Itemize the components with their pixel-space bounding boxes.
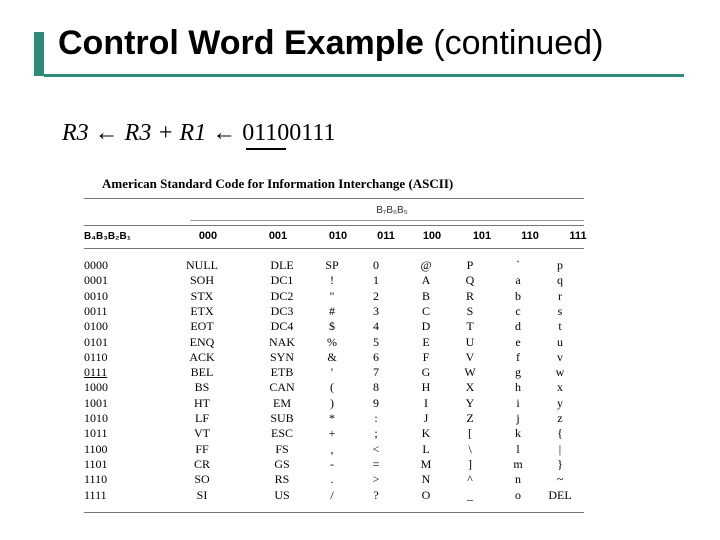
ascii-cell: 8 (373, 380, 379, 395)
ascii-cell: p (557, 258, 563, 272)
ascii-cell: k (515, 426, 521, 441)
row-bits-label: 1010 (84, 411, 108, 425)
column-header: 111 (569, 230, 587, 242)
slide-title (58, 24, 603, 63)
ascii-cell: CR (193, 456, 210, 471)
ascii-cell: o (515, 487, 521, 502)
table-rule-body (84, 248, 584, 249)
ascii-cell: \ (468, 441, 472, 456)
column-header: 100 (422, 230, 442, 242)
column-header: 010 (328, 230, 348, 242)
ascii-cell: E (422, 334, 430, 349)
ascii-cell: BS (194, 380, 210, 395)
ascii-cell: 6 (373, 349, 379, 364)
ascii-cell: ETX (190, 303, 214, 318)
ascii-cell: 1 (373, 273, 379, 288)
ascii-cell: SP (325, 258, 339, 272)
ascii-cell: LF (194, 411, 209, 425)
column-group-label: B₇B₆B₅ (376, 205, 408, 216)
row-bits-label: 0110 (84, 349, 108, 364)
table-rule-top (84, 198, 584, 199)
ascii-cell: ( (330, 380, 334, 395)
ascii-cell: A (421, 273, 431, 288)
ascii-cell: FS (275, 441, 289, 456)
ascii-cell: EM (273, 395, 291, 410)
ascii-cell: f (516, 349, 520, 364)
table-rule-bottom (84, 512, 584, 513)
ascii-cell: FF (195, 441, 209, 456)
column-header: 000 (198, 230, 218, 242)
ascii-cell: J (423, 411, 429, 425)
ascii-cell: ; (374, 426, 378, 441)
ascii-cell: SYN (269, 349, 294, 364)
column-header: 110 (521, 230, 539, 242)
ascii-cell: RS (274, 472, 290, 487)
row-bits-label: 1110 (84, 472, 108, 487)
ascii-cell: BEL (190, 365, 214, 380)
row-bits-label: 0100 (84, 319, 108, 334)
ascii-cell: Y (465, 395, 475, 410)
ascii-cell: P (466, 258, 474, 272)
title-main: Control Word Example (58, 24, 424, 62)
ascii-cell: v (557, 349, 563, 364)
ascii-cell: SI (196, 487, 208, 502)
ascii-cell: [ (468, 426, 472, 441)
ascii-cell: j (516, 411, 520, 425)
ascii-cell: ACK (189, 349, 215, 364)
ascii-cell: < (372, 441, 380, 456)
ascii-cell: / (330, 487, 334, 502)
ascii-cell: g (515, 365, 521, 380)
ascii-cell: ESC (270, 426, 293, 441)
ascii-cell: c (515, 303, 521, 318)
ascii-cell: y (557, 395, 563, 410)
ascii-cell: u (557, 334, 563, 349)
ascii-cell: I (424, 395, 428, 410)
ascii-cell: V (465, 349, 475, 364)
ascii-cell: HT (194, 395, 210, 410)
ascii-cell: h (515, 380, 521, 395)
row-bits-label: 0010 (84, 288, 108, 303)
row-bits-label: 0011 (84, 303, 108, 318)
ascii-cell: ETB (270, 365, 294, 380)
equation-lhs: R3 (62, 120, 89, 146)
equation-arrow-1: ← (94, 120, 119, 146)
ascii-cell: 4 (373, 319, 379, 334)
ascii-cell: US (274, 487, 290, 502)
ascii-cell: N (421, 472, 431, 487)
equation-mid: R3 + R1 (124, 120, 207, 146)
ascii-cell: NAK (269, 334, 295, 349)
ascii-cell: } (557, 456, 563, 471)
ascii-cell: q (557, 273, 563, 288)
ascii-cell: ] (468, 456, 472, 471)
ascii-cell: T (466, 319, 474, 334)
row-bits-label: 1011 (84, 426, 108, 441)
row-header-label: B₄B₃B₂B₁ (84, 231, 131, 242)
row-bits-label: 1000 (84, 380, 108, 395)
ascii-cell: a (515, 273, 521, 288)
ascii-cell: U (465, 334, 475, 349)
ascii-cell: + (328, 426, 336, 441)
ascii-table-title: American Standard Code for Information Interchange (ASCII) (102, 176, 454, 191)
ascii-cell: VT (194, 426, 210, 441)
ascii-cell: - (330, 456, 334, 471)
ascii-cell: S (466, 303, 474, 318)
ascii-cell: d (515, 319, 521, 334)
ascii-cell: $ (329, 319, 335, 334)
ascii-cell: CAN (269, 380, 295, 395)
ascii-cell: 0 (373, 258, 379, 272)
ascii-cell: > (372, 472, 380, 487)
row-bits-label: 0111 (84, 365, 108, 380)
ascii-cell: " (329, 288, 335, 303)
ascii-cell: X (465, 380, 475, 395)
ascii-cell: ~ (556, 472, 564, 487)
ascii-cell: & (327, 349, 337, 364)
ascii-cell: b (515, 288, 521, 303)
ascii-cell: DC4 (270, 319, 294, 334)
ascii-cell: 3 (373, 303, 379, 318)
ascii-cell: # (329, 303, 335, 318)
ascii-cell: @ (420, 258, 432, 272)
ascii-cell: Q (465, 273, 475, 288)
equation-rhs: 01100111 (242, 120, 336, 146)
ascii-cell: EOT (190, 319, 214, 334)
ascii-cell: = (372, 456, 380, 471)
equation-bit-underline (246, 148, 286, 150)
column-header: 001 (268, 230, 288, 242)
ascii-cell: | (558, 441, 562, 456)
ascii-cell: M (420, 456, 432, 471)
ascii-cell: : (374, 411, 378, 425)
title-sub: (continued) (433, 24, 604, 62)
ascii-cell: z (557, 411, 563, 425)
row-bits-label: 0101 (84, 334, 108, 349)
ascii-cell: n (515, 472, 521, 487)
ascii-cell: * (329, 411, 335, 425)
ascii-cell: K (421, 426, 431, 441)
ascii-cell: SO (194, 472, 210, 487)
ascii-cell: SOH (189, 273, 214, 288)
row-bits-label: 1101 (84, 456, 108, 471)
ascii-cell: L (422, 441, 430, 456)
column-group-rule (190, 220, 584, 221)
row-bits-label: 1100 (84, 441, 108, 456)
row-bits-label: 0000 (84, 258, 108, 272)
ascii-cell: DC1 (270, 273, 294, 288)
ascii-cell: l (516, 441, 520, 456)
ascii-cell: e (515, 334, 521, 349)
ascii-cell: SUB (270, 411, 294, 425)
title-underline (44, 74, 684, 77)
ascii-cell: r (558, 288, 562, 303)
column-header: 011 (377, 230, 395, 242)
row-bits-label: 1001 (84, 395, 108, 410)
ascii-cell: _ (467, 487, 473, 502)
ascii-cell: s (557, 303, 563, 318)
ascii-cell: ! (330, 273, 334, 288)
ascii-cell: O (421, 487, 431, 502)
ascii-cell: W (464, 365, 476, 380)
ascii-cell: DLE (270, 258, 294, 272)
ascii-cell: 2 (373, 288, 379, 303)
ascii-cell: D (421, 319, 431, 334)
table-rule-header (84, 225, 584, 226)
ascii-cell: i (516, 395, 520, 410)
ascii-cell: { (557, 426, 563, 441)
ascii-cell: H (421, 380, 431, 395)
ascii-cell: ENQ (189, 334, 215, 349)
ascii-cell: , (330, 441, 334, 456)
ascii-cell: x (557, 380, 563, 395)
ascii-cell: DC2 (270, 288, 294, 303)
ascii-cell: STX (190, 288, 214, 303)
title-accent-bar (34, 32, 44, 76)
ascii-cell: GS (274, 456, 290, 471)
ascii-cell: ' (330, 365, 334, 380)
equation-arrow-2: ← (212, 120, 237, 146)
ascii-cell: w (555, 365, 565, 380)
ascii-cell: 9 (373, 395, 379, 410)
column-header: 101 (472, 230, 492, 242)
ascii-cell: F (422, 349, 430, 364)
ascii-cell: ^ (467, 472, 473, 487)
ascii-cell: ? (373, 487, 379, 502)
ascii-cell: NULL (186, 258, 218, 272)
ascii-cell: B (421, 288, 430, 303)
row-bits-label: 0001 (84, 273, 108, 288)
ascii-cell: DC3 (270, 303, 294, 318)
register-transfer-equation (62, 120, 336, 147)
ascii-cell: 5 (373, 334, 379, 349)
ascii-cell: DEL (548, 487, 572, 502)
ascii-cell: . (330, 472, 334, 487)
ascii-cell: 7 (373, 365, 379, 380)
ascii-cell: Z (466, 411, 474, 425)
ascii-cell: ) (330, 395, 334, 410)
ascii-cell: R (465, 288, 474, 303)
ascii-cell: m (513, 456, 523, 471)
ascii-cell: % (327, 334, 337, 349)
ascii-cell: C (421, 303, 430, 318)
row-bits-label: 1111 (84, 487, 107, 502)
ascii-cell: t (558, 319, 562, 334)
ascii-cell: G (421, 365, 431, 380)
ascii-cell: ` (516, 258, 520, 272)
